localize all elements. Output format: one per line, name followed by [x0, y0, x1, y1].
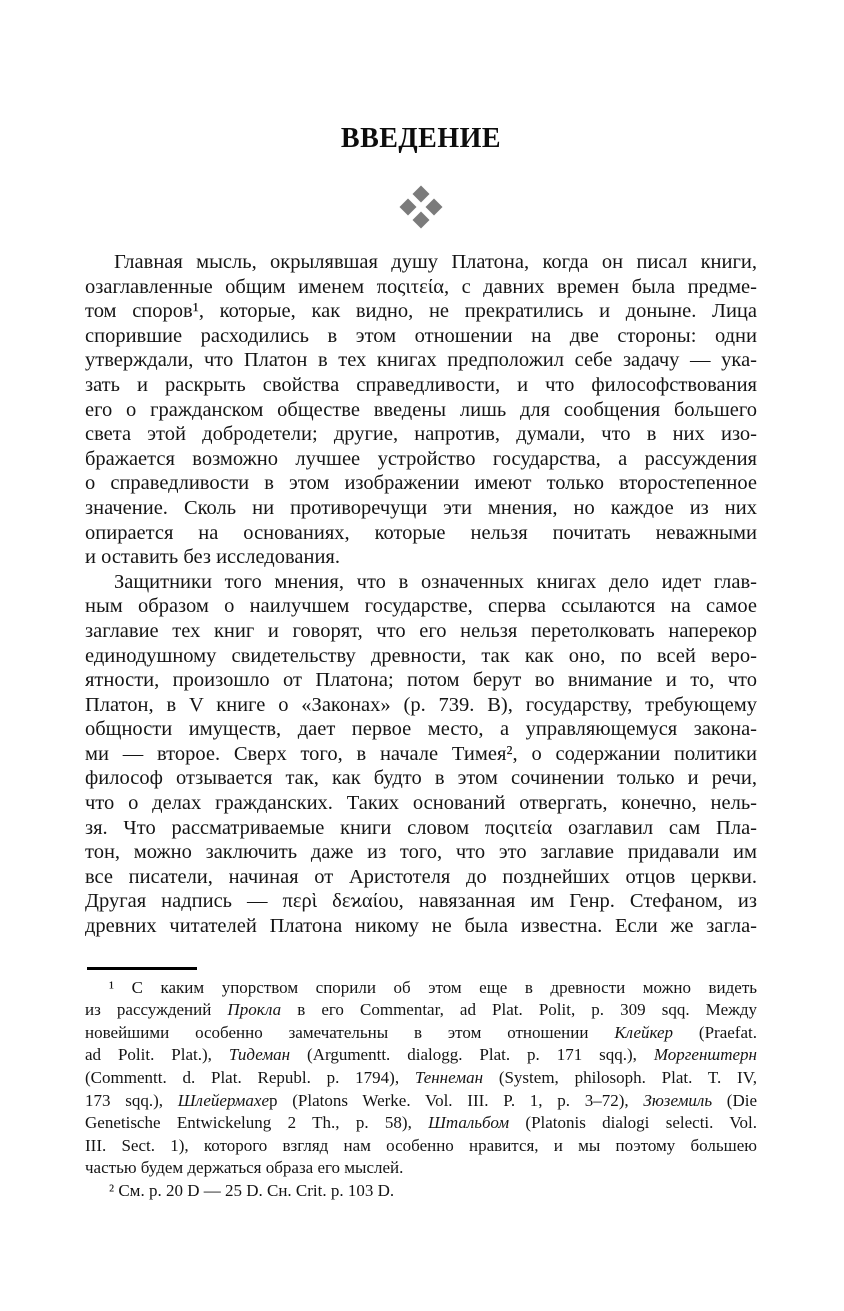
text: все писатели, начиная от Аристотеля до позднейших отцов церкви.	[85, 865, 757, 888]
text: ad Polit. Plat.),	[85, 1045, 229, 1065]
paragraph-1	[85, 250, 757, 570]
text: (Die	[712, 1090, 757, 1110]
text: что о делах гражданских. Таких оснований отвергать, конечно, нель-	[85, 792, 757, 815]
text: о справедливости в этом изображении имеют только второстепенное	[85, 472, 757, 495]
text: значение. Сколь ни противоречущи эти мнения, но каждое из них	[85, 496, 757, 519]
text-line	[85, 447, 757, 472]
text: ¹ С каким упорством спорили об этом еще в древности можно видеть	[109, 977, 757, 997]
text-line	[85, 1112, 757, 1135]
text-line	[85, 373, 757, 398]
text: философ отзывается так, как будто в этом сочинении только и речи,	[85, 767, 757, 790]
text: заглавие тех книг и говорят, что его нельзя перетолковать наперекор	[85, 619, 757, 642]
text: 173 sqq.),	[85, 1090, 178, 1110]
text-line	[85, 1044, 757, 1067]
text: (Platonis dialogi selecti. Vol.	[509, 1113, 757, 1133]
text-line	[85, 1022, 757, 1045]
ornament-icon	[400, 186, 442, 228]
text-line	[85, 398, 757, 423]
text: общности имуществ, дает первое место, а управляющемуся закона-	[85, 718, 757, 741]
text-line	[85, 1067, 757, 1090]
italic-text: Шлейермахе	[177, 1090, 270, 1110]
text: и оставить без исследования.	[85, 546, 340, 569]
text-line	[85, 471, 757, 496]
text-line	[85, 914, 757, 939]
text: света этой добродетели; другие, напротив, думали, что в них изо-	[85, 423, 757, 446]
text: (System, philosoph. Plat. T. IV,	[483, 1068, 757, 1087]
italic-text: Моргенштерн	[653, 1045, 757, 1065]
body-text	[85, 250, 757, 939]
text-line	[85, 594, 757, 619]
footnotes	[85, 977, 757, 1203]
text: (Argumentt. dialogg. Plat. p. 171 sqq.),	[290, 1045, 654, 1065]
text: озаглавленные общим именем ποςιτεία, с давних времен была предме-	[85, 275, 757, 298]
text-line	[85, 693, 757, 718]
text-line	[85, 865, 757, 890]
text: ятности, произошло от Платона; потом берут во внимание и то, что	[85, 669, 757, 692]
text-line	[85, 275, 757, 300]
text-line	[85, 644, 757, 669]
text: единодушному свидетельству древности, так как оно, по всей веро-	[85, 644, 757, 667]
text-line	[85, 1180, 757, 1203]
text-line	[85, 999, 757, 1022]
text-line	[85, 1135, 757, 1158]
text: (Commentt. d. Plat. Republ. p. 1794),	[85, 1068, 415, 1087]
text: новейшими особенно замечательны в этом отношении	[85, 1022, 615, 1042]
italic-text: Тидеман	[228, 1045, 291, 1065]
text-line	[85, 766, 757, 791]
italic-text: Штальбом	[428, 1113, 510, 1133]
text: зать и раскрыть свойства справедливости, и что философствования	[85, 373, 757, 396]
text-line	[85, 717, 757, 742]
text: ми — второе. Сверх того, в начале Тимея², о содержании политики	[85, 742, 757, 765]
italic-text: Клейкер	[614, 1022, 674, 1042]
text: (Praefat.	[673, 1022, 757, 1042]
text-line	[85, 496, 757, 521]
text-line	[85, 619, 757, 644]
text: Другая надпись — περὶ δεϰαίου, навязанная им Генр. Стефаном, из	[85, 890, 757, 913]
footnote-2	[85, 1180, 757, 1203]
text-line	[85, 1090, 757, 1113]
page-content	[85, 0, 757, 1203]
italic-text: Зюземиль	[643, 1090, 713, 1110]
text: спорившие расходились в этом отношении на две стороны: одни	[85, 324, 757, 347]
footnote-1	[85, 977, 757, 1180]
text: Платон, в V книге о «Законах» (p. 739. B), государству, требующему	[85, 693, 757, 716]
text-line	[85, 521, 757, 546]
italic-text: Прокла	[227, 1000, 282, 1020]
text: его о гражданском обществе введены лишь для сообщения большего	[85, 398, 757, 421]
text-line	[85, 668, 757, 693]
text: Защитники того мнения, что в означенных книгах дело идет глав-	[114, 570, 757, 593]
text-line	[85, 250, 757, 275]
italic-text: Теннеман	[414, 1068, 484, 1087]
text: тон, можно заключить даже из того, что это заглавие придавали им	[85, 841, 757, 864]
text-line	[85, 545, 757, 570]
diamond-icon	[413, 186, 430, 203]
text: опирается на основаниях, которые нельзя почитать неважными	[85, 521, 757, 544]
text: ным образом о наилучшем государстве, сперва ссылаются на самое	[85, 595, 757, 618]
text: частью будем держаться образа его мыслей.	[85, 1158, 404, 1178]
text-line	[85, 422, 757, 447]
text: из рассуждений	[85, 1000, 228, 1020]
text: Главная мысль, окрылявшая душу Платона, когда он писал книги,	[114, 251, 757, 273]
text-line	[85, 348, 757, 373]
text-line	[85, 570, 757, 595]
diamond-icon	[426, 199, 443, 216]
text: ² См. p. 20 D — 25 D. Сн. Crit. p. 103 D.	[109, 1180, 395, 1200]
text-line	[85, 889, 757, 914]
text: том споров¹, которые, как видно, не прекратились и доныне. Лица	[85, 300, 757, 323]
text: зя. Что рассматриваемые книги словом ποςιτεία озаглавил сам Пла-	[85, 816, 757, 839]
text: р (Platons Werke. Vol. III. P. 1, p. 3–72),	[269, 1090, 644, 1110]
text: утверждали, что Платон в тех книгах предположил себе задачу — ука-	[85, 349, 757, 372]
text-line	[85, 977, 757, 1000]
diamond-icon	[400, 199, 417, 216]
text-line	[85, 840, 757, 865]
text-line	[85, 324, 757, 349]
text: древних читателей Платона никому не была известна. Если же загла-	[85, 915, 757, 938]
text-line	[85, 299, 757, 324]
paragraph-2	[85, 570, 757, 939]
text: Genetische Entwickelung 2 Th., p. 58),	[85, 1113, 429, 1133]
footnote-separator	[87, 967, 197, 970]
text: III. Sect. 1), которого взгляд нам особенно нравится, и мы поэтому большею	[85, 1135, 757, 1155]
text-line	[85, 742, 757, 767]
text-line	[85, 1157, 757, 1180]
text-line	[85, 791, 757, 816]
text-line	[85, 816, 757, 841]
diamond-icon	[413, 212, 430, 229]
text: бражается возможно лучшее устройство государства, а рассуждения	[85, 447, 757, 470]
page-title: ВВЕДЕНИЕ	[340, 123, 502, 154]
text: в его Commentar, ad Plat. Polit, p. 309 sqq. Между	[281, 1000, 758, 1020]
